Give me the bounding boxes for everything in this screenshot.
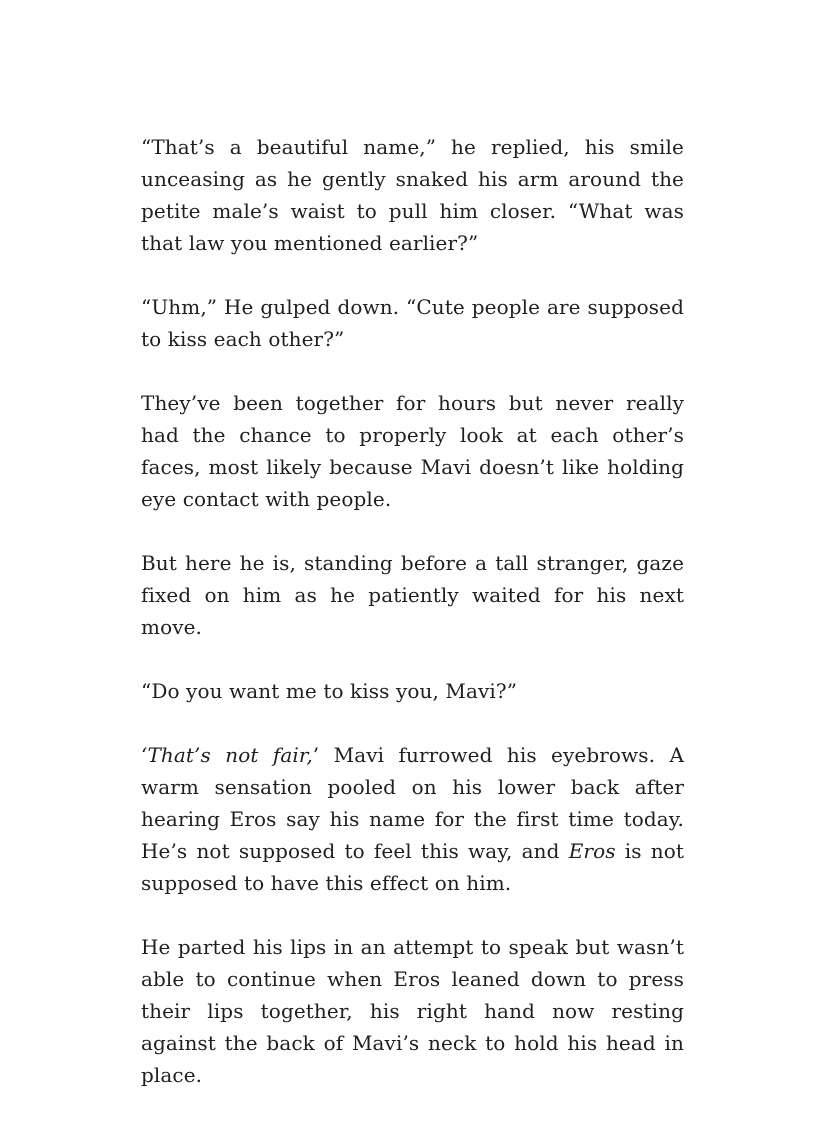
paragraph-6-italic-thought: ‘That’s not fair, xyxy=(141,743,313,767)
paragraph-1-text: “That’s a beautiful name,” he replied, his smile unceasing as he gently snaked his arm around the petite male’s waist to pull him closer. “What was that law you mentioned earlier?” xyxy=(141,135,684,255)
paragraph-3 xyxy=(141,387,684,515)
paragraph-7 xyxy=(141,931,684,1091)
paragraph-3-text: They’ve been together for hours but never really had the chance to properly look at each other’s faces, most likely because Mavi doesn’t like holding eye contact with people. xyxy=(141,391,684,511)
paragraph-4 xyxy=(141,547,684,643)
paragraph-6-text-a: ’ Mavi furrowed his eyebrows. A warm sensation pooled on his lower back after hearing Eros say his name for the first time today. He’s not supposed to feel this way, and xyxy=(141,743,684,863)
story-page xyxy=(141,131,684,1123)
paragraph-2 xyxy=(141,291,684,355)
paragraph-5 xyxy=(141,675,684,707)
paragraph-7-text: He parted his lips in an attempt to speak but wasn’t able to continue when Eros leaned down to press their lips together, his right hand now resting against the back of Mavi’s neck to hold his head in place. xyxy=(141,935,684,1087)
paragraph-4-text: But here he is, standing before a tall stranger, gaze fixed on him as he patiently waited for his next move. xyxy=(141,551,684,639)
paragraph-2-text: “Uhm,” He gulped down. “Cute people are supposed to kiss each other?” xyxy=(141,295,684,351)
paragraph-6-text-b: is not supposed to have this effect on him. xyxy=(141,839,684,895)
paragraph-6 xyxy=(141,739,684,899)
paragraph-5-text: “Do you want me to kiss you, Mavi?” xyxy=(141,679,518,703)
paragraph-1 xyxy=(141,131,684,259)
paragraph-6-italic-name: Eros xyxy=(568,839,616,863)
